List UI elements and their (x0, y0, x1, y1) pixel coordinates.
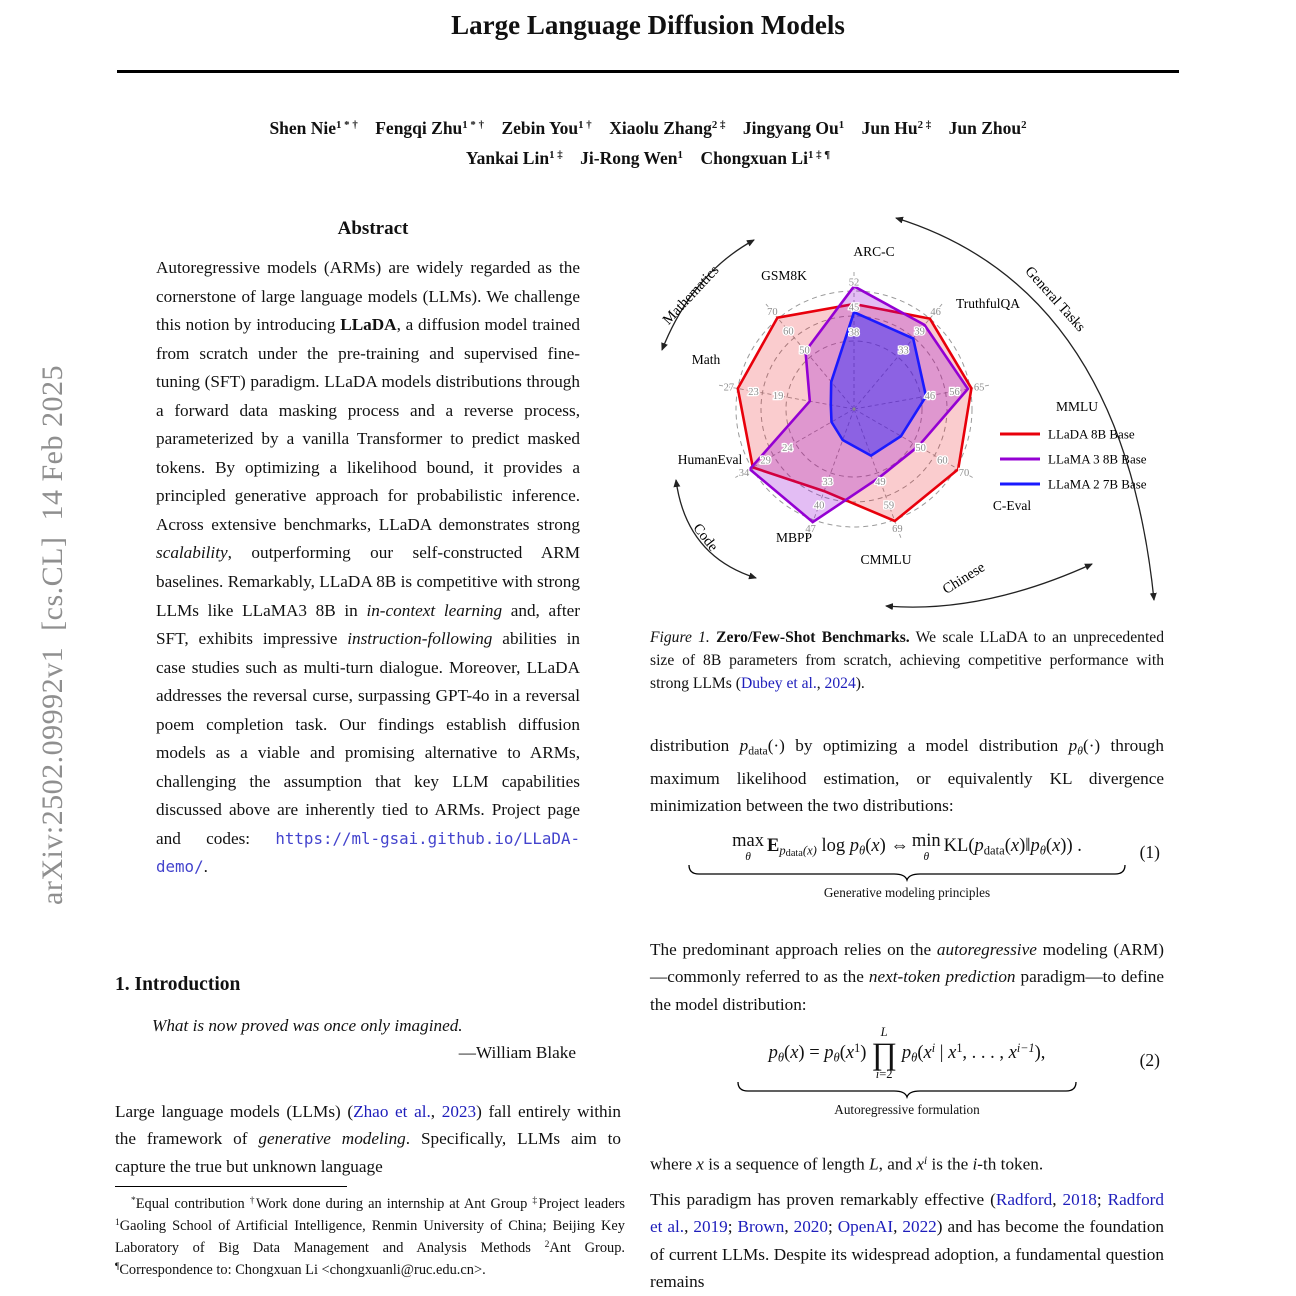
citation-link[interactable]: OpenAI (837, 1217, 894, 1237)
abstract-text: Autoregressive models (ARMs) are widely regarded as the cornerstone of large language models (LLMs). We challenge this notion by introducing LLaDA, a diffusion model trained from scratch under the pre-training and supervised fine-tuning (SFT) paradigm. LLaDA models distributions through a forward data masking process and a reverse process, parameterized by a vanilla Transformer to predict masked tokens. By optimizing a likelihood bound, it provides a principled generative approach for probabilistic inference. Across extensive benchmarks, LLaDA demonstrates strong scalability, outperforming our self-constructed ARM baselines. Remarkably, LLaDA 8B is competitive with strong LLMs like LLaMA3 8B in in-context learning and, after SFT, exhibits impressive instruction-following abilities in case studies such as multi-turn dialogue. Moreover, LLaDA addresses the reversal curse, surpassing GPT-4o in a reversal poem completion task. Our findings establish diffusion models as a viable and promising alternative to ARMs, challenging the assumption that key LLM capabilities discussed above are inherently tied to ARMs. Project page and codes: https://ml-gsai.github.io/LLaDA-demo/. (156, 258, 581, 877)
radar-tick-label: 29 (760, 455, 771, 467)
body-paragraph-1: distribution pdata(·) by optimizing a model distribution pθ(·) through maximum likelihood estimation, or equivalently KL divergence minimization between the two distributions: (650, 736, 1164, 815)
radar-tick-label: 33 (822, 476, 833, 488)
radar-tick-label: 38 (848, 327, 860, 339)
radar-tick-label: 52 (848, 277, 860, 289)
intro-paragraph: Large language models (LLMs) (Zhao et al., 2023) fall entirely within the framework of generative modeling. Specifically, LLMs aim to capture the true but unknown language (115, 1102, 622, 1176)
author-list (80, 112, 1216, 172)
epigraph-quote: What is now proved was once only imagined. (152, 1016, 463, 1035)
group-label-mathematics: Mathematics (659, 262, 723, 329)
group-arc (676, 480, 756, 578)
radar-axis-label-truthfulqa: TruthfulQA (955, 296, 1021, 311)
citation-link[interactable]: 2019 (693, 1217, 728, 1237)
section-heading-introduction: 1. Introduction (115, 974, 241, 995)
radar-tick-label: 60 (783, 326, 794, 338)
radar-tick-label: 70 (767, 307, 778, 319)
group-arc (886, 564, 1092, 607)
radar-axis-label-humaneval: HumanEval (677, 452, 743, 467)
radar-axis-label-arc-c: ARC-C (853, 244, 895, 259)
body-paragraph-4: This paradigm has proven remarkably effective (Radford, 2018; Radford et al., 2019; Brown, 2020; OpenAI, 2022) and has become the foundation of current LLMs. Despite its widespread adoption, a fundamental question remains (650, 1190, 1165, 1291)
radar-axis-label-gsm8k: GSM8K (761, 268, 807, 283)
radar-tick-label: 39 (914, 326, 925, 338)
radar-tick-label: 50 (915, 443, 926, 454)
underbrace-label: Generative modeling principles (823, 885, 991, 900)
underbrace-label: Autoregressive formulation (834, 1102, 980, 1118)
radar-axis-label-c-eval: C-Eval (992, 498, 1032, 513)
radar-tick-label: 45 (848, 302, 860, 314)
radar-tick-label: 46 (924, 391, 936, 403)
radar-tick-label: 34 (738, 468, 750, 479)
citation-link[interactable]: Radford (995, 1190, 1053, 1209)
citation-link[interactable]: 2023 (441, 1102, 477, 1121)
citation-link[interactable]: 2022 (902, 1217, 937, 1237)
citation-link[interactable]: 2020 (793, 1217, 828, 1237)
underbrace (650, 865, 1164, 882)
header-rule (117, 70, 1179, 73)
radar-tick-label: 46 (930, 307, 941, 319)
group-label-chinese: Chinese (939, 559, 988, 598)
citation-link[interactable]: Radford et al. (650, 1190, 1164, 1237)
legend-label: LLaDA 8B Base (1048, 426, 1135, 442)
body-paragraph-3: where x is a sequence of length L, and $x^i$ is the i-th token. (650, 1154, 1044, 1174)
author-line-2: Yankai Lin$^{1 \ddagger}$ Ji-Rong Wen$^1$ Chongxuan $Li^{1 \ddagger \P}$ (465, 147, 831, 168)
radar-tick-label: 24 (782, 443, 793, 454)
page-title: Large Language Diffusion Models (451, 10, 845, 40)
radar-tick-label: 56 (949, 386, 960, 398)
legend-label: LLaMA 3 8B Base (1048, 451, 1147, 467)
citation-link[interactable]: Dubey et al. (740, 675, 817, 692)
equation-2-formula: $p\theta(x) = p\theta(x^1)$ L ∏ i=2 $p\theta(x^i$ | $x^1$, . . . , $x^{i-1}$), (768, 1025, 1046, 1081)
radar-center (852, 407, 855, 410)
abstract-heading: Abstract (337, 218, 409, 239)
equation-1-number: (1) (1139, 842, 1160, 862)
arxiv-watermark: arXiv:2502.09992v1 [cs.CL] 14 Feb 2025 (36, 365, 69, 905)
radar-tick-label: 23 (748, 386, 759, 398)
citation-link[interactable]: 2024 (824, 675, 856, 692)
radar-tick-label: 19 (772, 391, 784, 403)
footnote-text: *Equal contribution †Work done during an internship at Ant Group ‡Project leaders $^1$Gaoling School of Artificial Intelligence, Renmin University of China; Beijing Key Laboratory of Big Data Management and Analysis Methods $^2$Ant Group. ¶Correspondence to: Chongxuan Li <chongxuanli@ruc.edu.cn>. (115, 1195, 626, 1278)
max-operator: max θ (732, 831, 764, 863)
product-operator: L ∏ i=2 (871, 1025, 897, 1081)
radar-axis-label-cmmlu: CMMLU (860, 552, 912, 567)
footnote-rule (115, 1186, 347, 1187)
radar-tick-label: 47 (805, 523, 816, 535)
group-label-code: Code (689, 520, 721, 555)
radar-tick-label: 40 (813, 500, 825, 512)
radar-tick-label: 50 (799, 345, 810, 357)
radar-axis-label-mmlu: MMLU (1056, 399, 1099, 414)
author-line-1: Shen Nie$^{1 * \dagger}$ Fengqi Zhu$^{1 * \dagger}$ Zebin You$^{1 \dagger}$ Xiaolu Zhang$^{2 \ddagger}$ Jingyang Ou$^1$ Jun $Hu^{2 \ddagger}$ Jun Zhou$^2$ (269, 117, 1027, 138)
citation-link[interactable]: Brown (737, 1217, 785, 1237)
min-operator: min θ (911, 831, 941, 863)
equation-2-number: (2) (1139, 1050, 1160, 1070)
equation-2 (650, 1020, 1164, 1142)
radar-tick-label: 59 (883, 500, 895, 512)
group-arc (659, 240, 754, 350)
underbrace (650, 1082, 1164, 1099)
radar-tick-label: 65 (973, 382, 985, 394)
radar-tick-label: 60 (937, 455, 948, 467)
radar-tick-label: 49 (875, 476, 886, 488)
body-paragraph-2: The predominant approach relies on the autoregressive modeling (ARM)—commonly referred to as the next-token prediction paradigm—to define the model distribution: (650, 940, 1164, 1014)
radar-chart (648, 208, 1164, 616)
radar-tick-label: 33 (898, 345, 909, 357)
figure-caption: Figure 1. Zero/Few-Shot Benchmarks. We scale LLaDA to an unprecedented size of 8B parameters from scratch, achieving competitive performance with strong LLMs (Dubey et al., 2024). (650, 629, 1164, 692)
equation-1-formula: max θ $Ep_{data}(x)$ log pθ(x) ⇔ min θ KL(pdata(x)‖pθ(x)) . (732, 831, 1082, 863)
citation-link[interactable]: 2018 (1062, 1190, 1097, 1209)
citation-link[interactable]: Zhao et al. (353, 1102, 431, 1121)
url-link[interactable]: https://ml-gsai.github.io/LLaDA-demo/ (156, 828, 580, 877)
radar-axis-label-math: Math (691, 352, 721, 367)
group-label-general-tasks: General Tasks (1021, 263, 1089, 336)
radar-tick-label: 70 (958, 468, 970, 479)
radar-tick-label: 69 (892, 523, 903, 535)
equation-1 (650, 832, 1164, 924)
radar-axis-label-mbpp: MBPP (775, 530, 813, 545)
epigraph-attribution: —William Blake (458, 1043, 576, 1062)
radar-tick-label: 27 (723, 382, 735, 394)
legend-label: LLaMA 2 7B Base (1048, 476, 1147, 492)
